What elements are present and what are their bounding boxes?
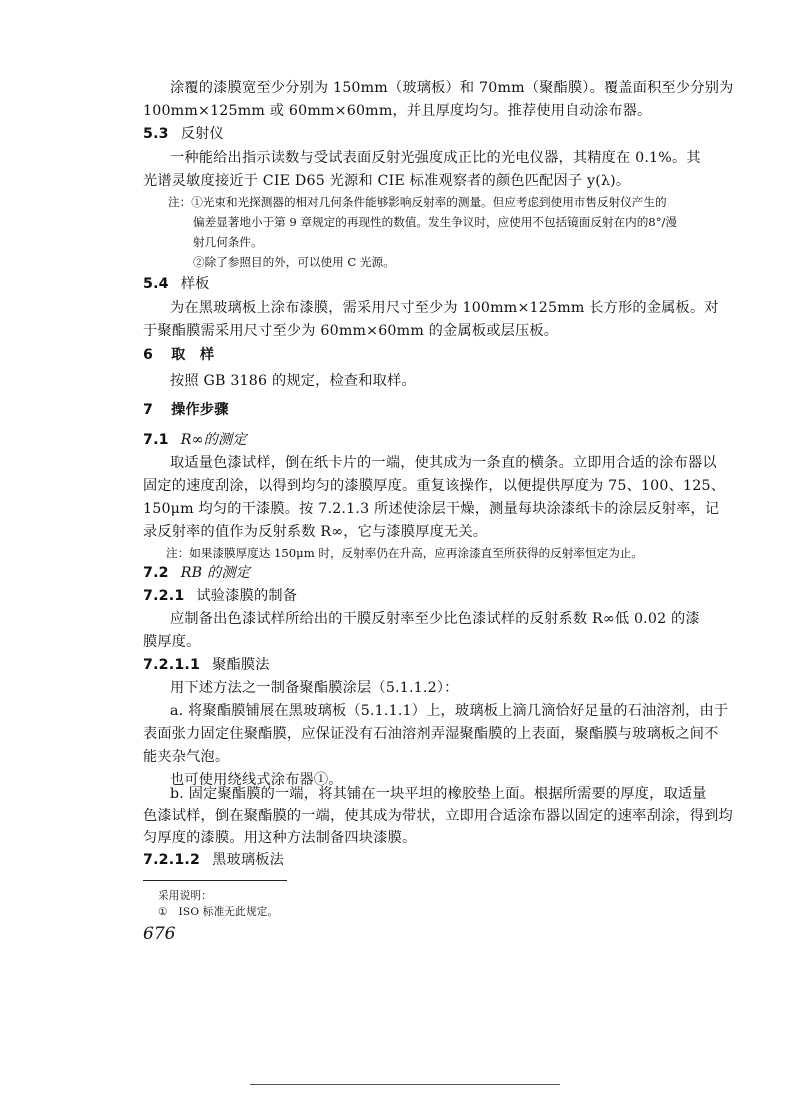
section-number: 7.1 — [143, 432, 169, 448]
section-heading-7-2 — [143, 563, 250, 583]
body-line: 一种能给出指示读数与受试表面反射光强度成正比的光电仪器，其精度在 0.1%。其 — [170, 150, 701, 166]
section-number: 6 — [143, 347, 154, 363]
section-heading-5-3 — [143, 124, 224, 144]
body-line: 于聚酯膜需采用尺寸至少为 60mm×60mm 的金属板或层压板。 — [143, 323, 559, 339]
page-number: 676 — [143, 924, 176, 944]
section-number: 7.2.1 — [143, 588, 185, 604]
section-heading-6 — [143, 345, 214, 365]
section-number: 7.2.1.1 — [143, 657, 201, 673]
body-line: 用下述方法之一制备聚酯膜涂层（5.1.1.2）： — [170, 680, 459, 696]
body-line: 表面张力固定住聚酯膜，应保证没有石油溶剂弄湿聚酯膜的上表面，聚酯膜与玻璃板之间不 — [143, 726, 719, 742]
bottom-rule — [250, 1084, 560, 1085]
section-number: 5.3 — [143, 126, 169, 142]
note-line: 射几何条件。 — [193, 235, 263, 249]
footnote-item: ① ISO 标准无此规定。 — [158, 906, 279, 918]
section-title: R∞的测定 — [180, 432, 247, 448]
body-line: 固定的速度刮涂，以得到均匀的漆膜厚度。重复该操作，以便提供厚度为 75、100、125、 — [143, 478, 726, 494]
body-line: 为在黑玻璃板上涂布漆膜，需采用尺寸至少为 100mm×125mm 长方形的金属板。对 — [170, 300, 719, 316]
body-line: 光谱灵敏度接近于 CIE D65 光源和 CIE 标准观察者的颜色匹配因子 y(λ)。 — [143, 173, 631, 189]
section-title: 反射仪 — [180, 126, 224, 142]
body-line: 膜厚度。 — [143, 634, 201, 650]
body-line: b. 固定聚酯膜的一端，将其铺在一块平坦的橡胶垫上面。根据所需要的厚度，取适量 — [170, 786, 707, 802]
body-line: 取适量色漆试样，倒在纸卡片的一端，使其成为一条直的横条。立即用合适的涂布器以 — [170, 455, 717, 471]
section-title: 聚酯膜法 — [212, 657, 270, 673]
note-line: 注：如果漆膜厚度达 150μm 时，反射率仍在升高，应再涂漆直至所获得的反射率恒定为止。 — [166, 546, 643, 560]
body-line: 按照 GB 3186 的规定，检查和取样。 — [170, 373, 416, 389]
body-line: 也可使用绕线式涂布器①。 — [170, 772, 343, 788]
note-line: ②除了参照目的外，可以使用 C 光源。 — [193, 255, 395, 269]
footnote-rule — [143, 880, 287, 881]
body-line: 150μm 均匀的干漆膜。按 7.2.1.3 所述使涂层干燥，测量每块涂漆纸卡的涂层反射率，记 — [143, 501, 720, 517]
section-number: 7.2.1.2 — [143, 852, 201, 868]
body-line: 色漆试样，倒在聚酯膜的一端，使其成为带状，立即用合适涂布器以固定的速率刮涂，得到均 — [143, 808, 733, 824]
section-title: 取 样 — [171, 347, 215, 363]
body-line: a. 将聚酯膜铺展在黑玻璃板（5.1.1.1）上，玻璃板上滴几滴恰好足量的石油溶剂，由于 — [170, 703, 729, 719]
section-title: RB 的测定 — [180, 565, 251, 581]
section-heading-7 — [143, 400, 229, 420]
body-line: 应制备出色漆试样所给出的干膜反射率至少比色漆试样的反射系数 R∞低 0.02 的漆 — [170, 611, 700, 627]
section-number: 7.2 — [143, 565, 169, 581]
section-title: 黑玻璃板法 — [212, 852, 285, 868]
body-line: 录反射率的值作为反射系数 R∞，它与漆膜厚度无关。 — [143, 524, 488, 540]
body-line: 涂覆的漆膜宽至少分别为 150mm（玻璃板）和 70mm（聚酯膜）。覆盖面积至少分别为 — [170, 80, 734, 96]
section-title: 操作步骤 — [171, 402, 229, 418]
section-heading-7-2-1-1 — [143, 655, 270, 675]
section-number: 5.4 — [143, 276, 169, 292]
section-heading-5-4 — [143, 274, 210, 294]
section-number: 7 — [143, 402, 154, 418]
body-line: 能夹杂气泡。 — [143, 749, 230, 765]
section-title: 样板 — [180, 276, 210, 292]
note-line: 注：①光束和光探测器的相对几何条件能够影响反射率的测量。但应考虑到使用市售反射仪产生的 — [168, 195, 667, 209]
section-heading-7-2-1 — [143, 586, 297, 606]
section-heading-7-2-1-2 — [143, 850, 284, 870]
body-line: 匀厚度的漆膜。用这种方法制备四块漆膜。 — [143, 830, 417, 846]
footnote-heading: 采用说明： — [158, 890, 212, 902]
note-line: 偏差显著地小于第 9 章规定的再现性的数值。发生争议时，应使用不包括镜面反射在内的8°/漫 — [193, 215, 677, 229]
section-title: 试验漆膜的制备 — [196, 588, 298, 604]
body-line: 100mm×125mm 或 60mm×60mm，并且厚度均匀。推荐使用自动涂布器。 — [143, 103, 652, 119]
section-heading-7-1 — [143, 430, 247, 450]
